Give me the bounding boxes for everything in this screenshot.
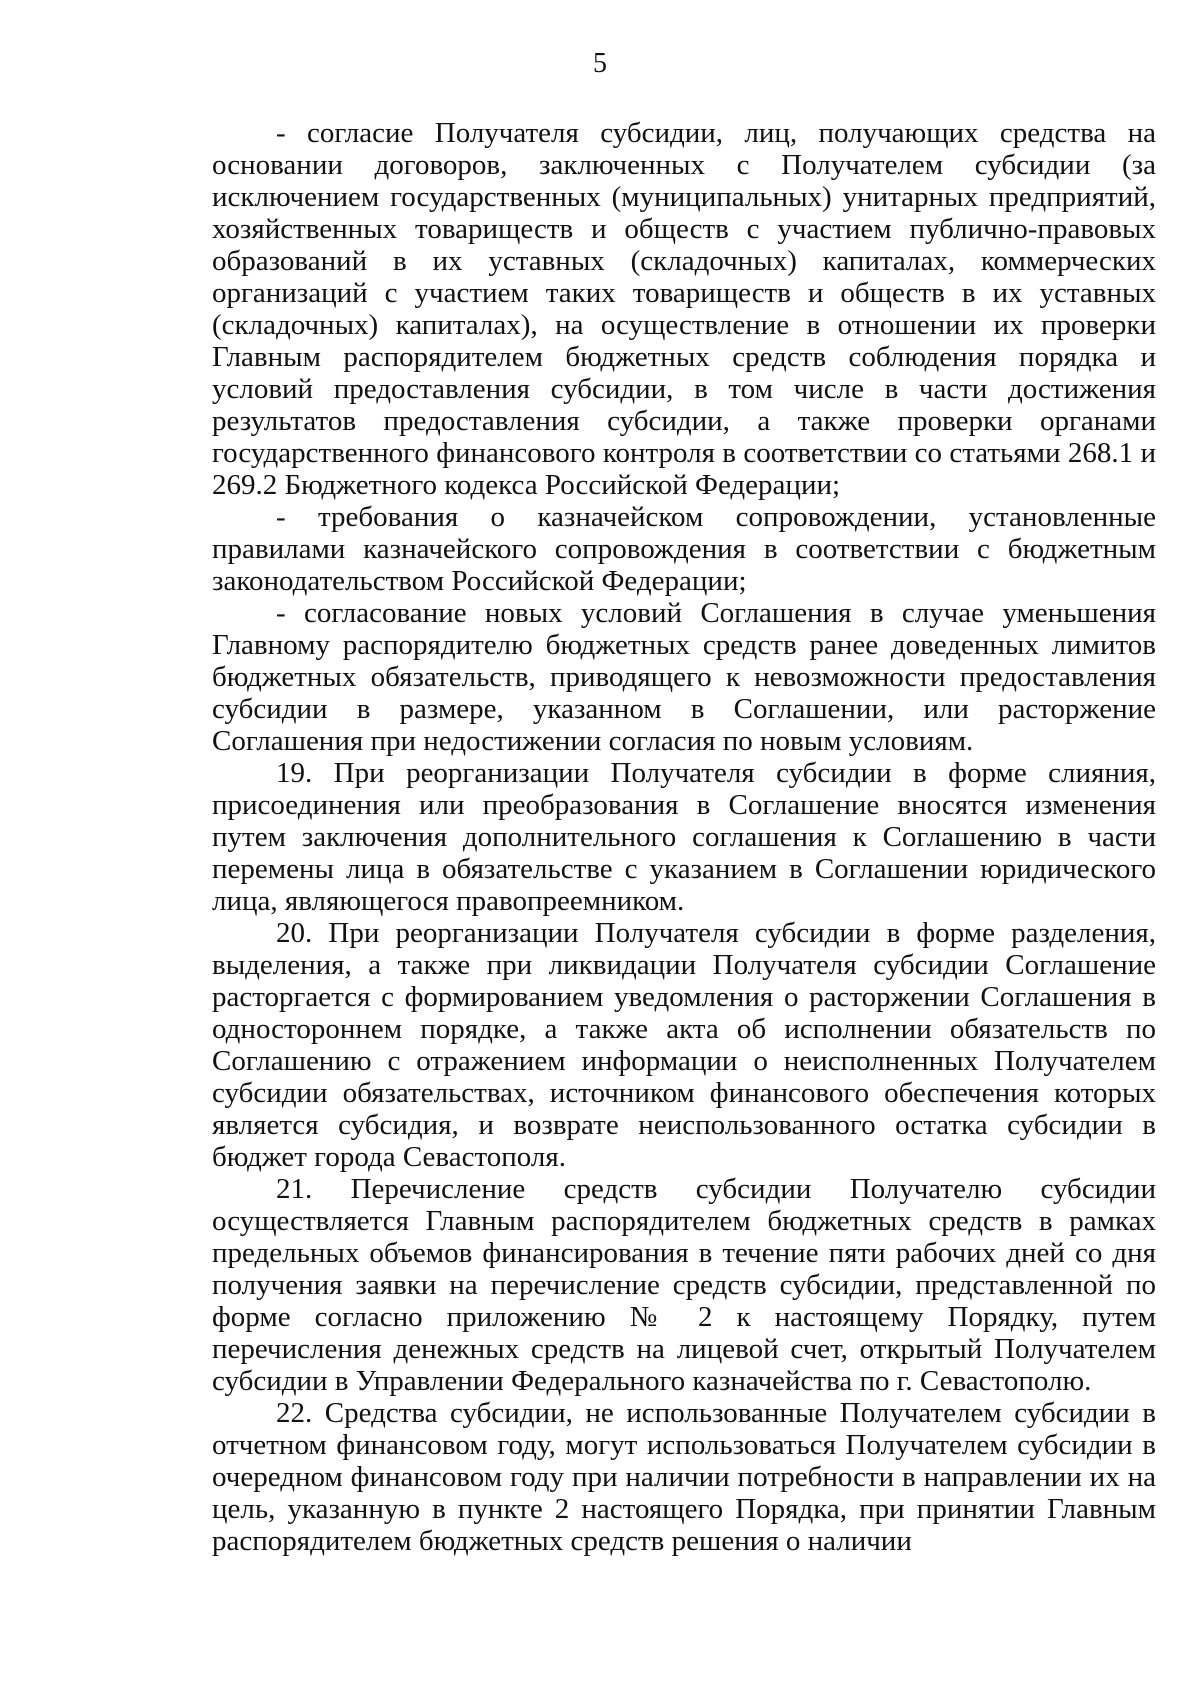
- paragraph-19-reorganization-merger: 19. При реорганизации Получателя субсидии в форме слияния, присоединения или преобразования в Соглашение вносятся изменения путем заключения дополнительного соглашения к Соглашению в части перемены лица в обязательстве с указанием в Соглашении юридического лица, являющегося правопреемником.: [212, 757, 1156, 917]
- page-number: 5: [593, 48, 607, 79]
- paragraph-22-unused-funds: 22. Средства субсидии, не использованные Получателем субсидии в отчетном финансовом году, могут использоваться Получателем субсидии в очередном финансовом году при наличии потребности в направлении их на цель, указанную в пункте 2 настоящего Порядка, при принятии Главным распорядителем бюджетных средств решения о наличии: [212, 1397, 1156, 1557]
- document-body: [212, 117, 1156, 1557]
- paragraph-consent-inspection: - согласие Получателя субсидии, лиц, получающих средства на основании договоров, заключенных с Получателем субсидии (за исключением государственных (муниципальных) унитарных предприятий, хозяйственных товариществ и обществ с участием публично-правовых образований в их уставных (складочных) капиталах, коммерческих организаций с участием таких товариществ и обществ в их уставных (складочных) капиталах), на осуществление в отношении их проверки Главным распорядителем бюджетных средств соблюдения порядка и условий предоставления субсидии, в том числе в части достижения результатов предоставления субсидии, а также проверки органами государственного финансового контроля в соответствии со статьями 268.1 и 269.2 Бюджетного кодекса Российской Федерации;: [212, 117, 1156, 501]
- paragraph-new-conditions: - согласование новых условий Соглашения в случае уменьшения Главному распорядителю бюджетных средств ранее доведенных лимитов бюджетных обязательств, приводящего к невозможности предоставления субсидии в размере, указанном в Соглашении, или расторжение Соглашения при недостижении согласия по новым условиям.: [212, 597, 1156, 757]
- paragraph-20-reorganization-division: 20. При реорганизации Получателя субсидии в форме разделения, выделения, а также при ликвидации Получателя субсидии Соглашение расторгается с формированием уведомления о расторжении Соглашения в одностороннем порядке, а также акта об исполнении обязательств по Соглашению с отражением информации о неисполненных Получателем субсидии обязательствах, источником финансового обеспечения которых является субсидия, и возврате неиспользованного остатка субсидии в бюджет города Севастополя.: [212, 917, 1156, 1173]
- paragraph-treasury-requirements: - требования о казначейском сопровождении, установленные правилами казначейского сопровождения в соответствии с бюджетным законодательством Российской Федерации;: [212, 501, 1156, 597]
- paragraph-21-transfer: 21. Перечисление средств субсидии Получателю субсидии осуществляется Главным распорядителем бюджетных средств в рамках предельных объемов финансирования в течение пяти рабочих дней со дня получения заявки на перечисление средств субсидии, представленной по форме согласно приложению № 2 к настоящему Порядку, путем перечисления денежных средств на лицевой счет, открытый Получателем субсидии в Управлении Федерального казначейства по г. Севастополю.: [212, 1173, 1156, 1397]
